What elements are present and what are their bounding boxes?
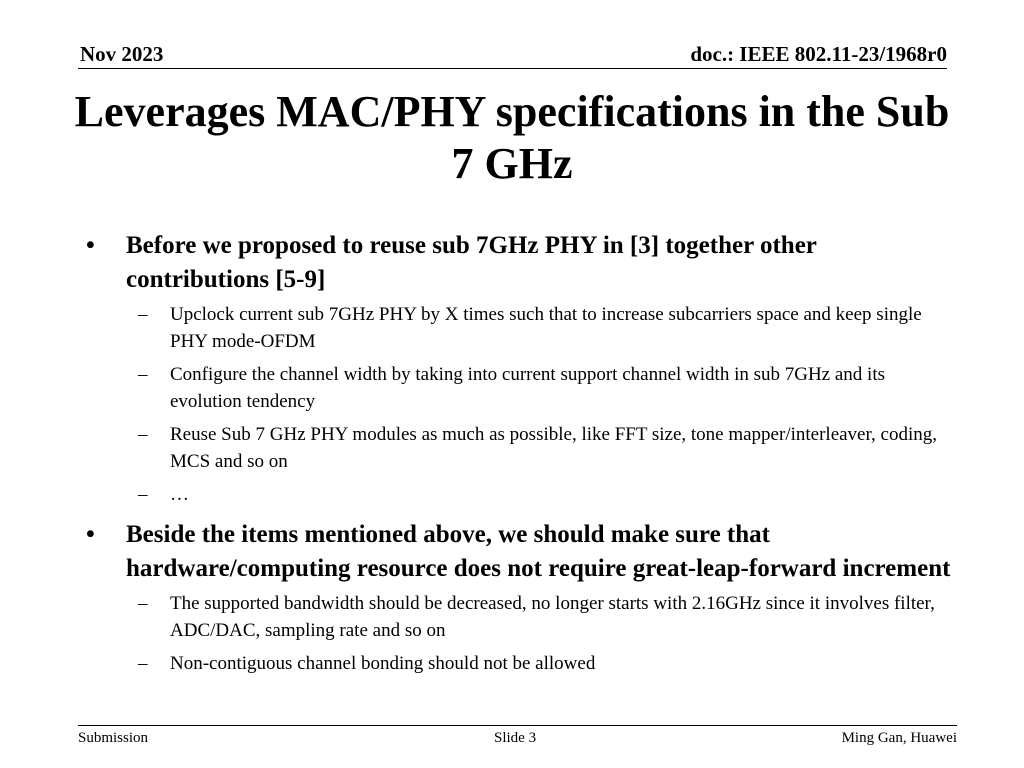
bullet-text: Before we proposed to reuse sub 7GHz PHY in [3] together other contributions [5-9] bbox=[126, 232, 817, 293]
slide-body bbox=[80, 229, 960, 683]
footer-divider bbox=[78, 725, 957, 726]
sub-bullet-text: Non-contiguous channel bonding should not be allowed bbox=[170, 653, 596, 674]
sub-bullet-item bbox=[80, 421, 960, 475]
header-date: Nov 2023 bbox=[80, 42, 164, 66]
sub-bullet-marker: – bbox=[138, 593, 148, 614]
sub-bullet-item bbox=[80, 650, 960, 677]
sub-bullet-item bbox=[80, 301, 960, 355]
bullet-marker: • bbox=[86, 232, 95, 259]
sub-bullet-marker: – bbox=[138, 304, 148, 325]
footer-submission: Submission bbox=[78, 730, 149, 746]
bullet-text: Beside the items mentioned above, we should make sure that hardware/computing resource does not require great-leap-forward increment bbox=[126, 521, 951, 582]
sub-bullet-item bbox=[80, 361, 960, 415]
sub-bullet-text: … bbox=[170, 484, 189, 505]
sub-bullet-text: Upclock current sub 7GHz PHY by X times such that to increase subcarriers space and keep single PHY mode-OFDM bbox=[170, 304, 922, 352]
bullet-item bbox=[80, 229, 960, 297]
sub-bullet-item bbox=[80, 590, 960, 644]
header-divider bbox=[78, 68, 947, 69]
sub-bullet-text: The supported bandwidth should be decreased, no longer starts with 2.16GHz since it involves filter, ADC/DAC, sampling rate and so on bbox=[170, 593, 935, 641]
footer-author: Ming Gan, Huawei bbox=[841, 730, 957, 746]
sub-bullet-text: Reuse Sub 7 GHz PHY modules as much as possible, like FFT size, tone mapper/interleaver, coding, MCS and so on bbox=[170, 424, 938, 472]
sub-bullet-marker: – bbox=[138, 364, 148, 385]
bullet-item bbox=[80, 518, 960, 586]
footer-slide-number: Slide 3 bbox=[494, 730, 537, 746]
sub-bullet-marker: – bbox=[138, 424, 148, 445]
header-doc-id: doc.: IEEE 802.11-23/1968r0 bbox=[690, 42, 947, 66]
bullet-marker: • bbox=[86, 521, 95, 548]
sub-bullet-marker: – bbox=[138, 653, 148, 674]
sub-bullet-text: Configure the channel width by taking into current support channel width in sub 7GHz and its evolution tendency bbox=[170, 364, 885, 412]
slide-title: Leverages MAC/PHY specifications in the Sub 7 GHz bbox=[74, 87, 950, 188]
sub-bullet-marker: – bbox=[138, 484, 148, 505]
sub-bullet-item bbox=[80, 481, 960, 508]
